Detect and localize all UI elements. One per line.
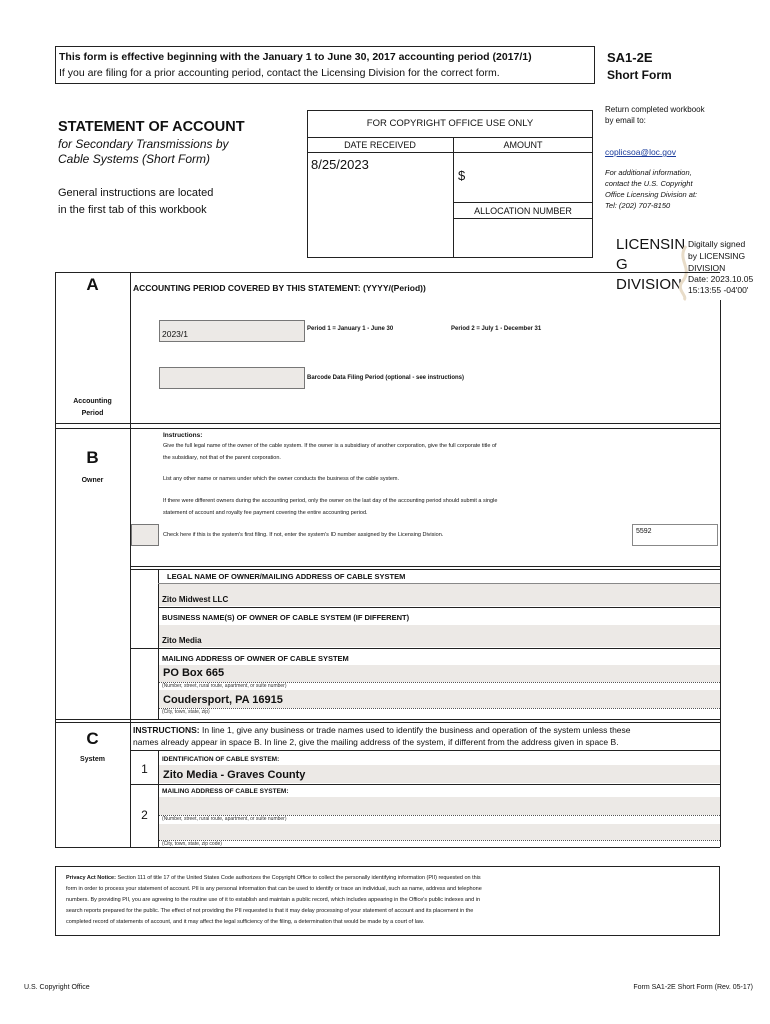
- signature-detail-line2: by LICENSING: [688, 251, 746, 261]
- legal-name-input[interactable]: [159, 584, 720, 606]
- system-mailing-caption2: (City, town, state, zip code): [162, 841, 222, 847]
- contact-info-line4: Tel: (202) 707-8150: [605, 201, 671, 210]
- section-b-instruction-2: the subsidiary, not that of the parent corporation.: [163, 455, 281, 461]
- legal-name-value: Zito Midwest LLC: [162, 595, 229, 604]
- signature-detail-line5: 15:13:55 -04'00': [688, 285, 749, 295]
- business-name-label: BUSINESS NAME(S) OF OWNER OF CABLE SYSTEM (IF DIFFERENT): [162, 613, 410, 622]
- period1-note: Period 1 = January 1 - June 30: [307, 326, 394, 332]
- system-identification-value: Zito Media - Graves County: [163, 769, 306, 781]
- system-mailing-caption1: (Number, street, rural route, apartment, or suite number): [162, 816, 287, 822]
- system-mailing-line2-input[interactable]: [159, 824, 720, 840]
- system-line-1-number: 1: [141, 762, 148, 776]
- first-filing-text: Check here if this is the system's first filing. If not, enter the system's ID number assigned by the Licensing Division.: [163, 532, 444, 538]
- page-title: STATEMENT OF ACCOUNT: [58, 119, 245, 135]
- section-b-instruction-4: If there were different owners during the accounting period, only the owner on the last day of the accounting period should submit a single: [163, 498, 498, 504]
- effective-notice-line1: This form is effective beginning with the January 1 to June 30, 2017 accounting period (2017/1): [59, 51, 532, 63]
- date-received-value[interactable]: 8/25/2023: [311, 157, 369, 172]
- system-mailing-label: MAILING ADDRESS OF CABLE SYSTEM:: [162, 788, 289, 795]
- effective-notice-line2: If you are filing for a prior accounting period, contact the Licensing Division for the correct form.: [59, 67, 500, 79]
- business-name-input[interactable]: [159, 625, 720, 647]
- signature-detail-line3: DIVISION: [688, 263, 726, 273]
- allocation-number-label: ALLOCATION NUMBER: [474, 206, 572, 216]
- form-code: SA1-2E: [607, 50, 653, 65]
- return-info-line1: Return completed workbook: [605, 105, 705, 114]
- amount-label: AMOUNT: [503, 140, 543, 150]
- contact-info-line1: For additional information,: [605, 168, 692, 177]
- mailing-address-caption2: (City, town, state, zip): [162, 709, 210, 715]
- privacy-notice-line1: [66, 875, 481, 881]
- barcode-period-label: Barcode Data Filing Period (optional - see instructions): [307, 375, 465, 381]
- system-id-value: 5592: [636, 528, 652, 535]
- footer-right: Form SA1-2E Short Form (Rev. 05-17): [633, 984, 753, 991]
- page-subtitle-line2: Cable Systems (Short Form): [58, 152, 211, 166]
- mailing-address-line1-value: PO Box 665: [163, 667, 225, 679]
- mailing-address-line2-value: Coudersport, PA 16915: [163, 694, 283, 706]
- signature-name-line3: DIVISION: [616, 276, 682, 293]
- period2-note: Period 2 = July 1 - December 31: [451, 326, 542, 332]
- privacy-notice-line2: form in order to process your statement of account. PII is any personal information that can be used to identify or trace an individual, such as name, address and telephone: [66, 886, 482, 892]
- contact-info-line2: contact the U.S. Copyright: [605, 179, 693, 188]
- section-a-letter: A: [86, 275, 99, 294]
- footer-left: U.S. Copyright Office: [24, 984, 90, 991]
- mailing-address-label: MAILING ADDRESS OF OWNER OF CABLE SYSTEM: [162, 654, 349, 663]
- office-use-header: FOR COPYRIGHT OFFICE USE ONLY: [366, 118, 534, 129]
- section-b-instruction-1: Give the full legal name of the owner of the cable system. If the owner is a subsidiary of another corporation, give the full corporate title of: [163, 443, 497, 449]
- system-line-2-number: 2: [141, 808, 148, 822]
- section-a-name-line1: Accounting: [73, 398, 112, 405]
- privacy-notice-line5: completed record of statements of account, and it may affect the legal sufficiency of the filing, a determination that would be made by a court of law.: [66, 919, 425, 925]
- section-c-letter: C: [86, 729, 99, 748]
- section-a-name-line2: Period: [81, 410, 104, 417]
- first-filing-checkbox[interactable]: [131, 524, 159, 546]
- section-b-letter: B: [86, 448, 99, 467]
- section-b-instructions-label: Instructions:: [163, 432, 203, 439]
- signature-detail-line1: Digitally signed: [688, 239, 746, 249]
- form-type: Short Form: [607, 68, 672, 82]
- section-a-heading: ACCOUNTING PERIOD COVERED BY THIS STATEMENT: (YYYY/(Period)): [133, 283, 426, 293]
- signature-name-line1: LICENSIN: [616, 236, 686, 253]
- business-name-value: Zito Media: [162, 636, 202, 645]
- mailing-address-caption1: (Number, street, rural route, apartment, or suite number): [162, 683, 287, 689]
- section-b-instruction-5: statement of account and royalty fee payment covering the entire accounting period.: [163, 510, 368, 516]
- return-email-link[interactable]: coplicsoa@loc.gov: [605, 147, 676, 157]
- section-c-instructions-label: INSTRUCTIONS:: [133, 725, 200, 735]
- office-use-box: [307, 110, 593, 258]
- section-b-instruction-3: List any other name or names under which the owner conducts the business of the cable system.: [163, 476, 400, 482]
- barcode-period-input[interactable]: [159, 367, 305, 389]
- amount-value[interactable]: $: [458, 168, 466, 183]
- system-mailing-line1-input[interactable]: [159, 797, 720, 815]
- privacy-notice-line4: search reports prepared for the public. The effect of not providing the PII requested is that it may delay processing of your statement of account and its placement in the: [66, 908, 474, 914]
- privacy-notice-text1: Section 111 of title 17 of the United States Code authorizes the Copyright Office to collect the personally identifying information (PII) requested on this: [115, 875, 481, 881]
- page-subtitle-line1: for Secondary Transmissions by: [58, 137, 229, 151]
- privacy-notice-label: Privacy Act Notice:: [66, 875, 116, 881]
- general-instructions-line1: General instructions are located: [58, 187, 214, 199]
- signature-name-line2: G: [616, 256, 628, 273]
- legal-name-label: LEGAL NAME OF OWNER/MAILING ADDRESS OF CABLE SYSTEM: [167, 572, 406, 581]
- accounting-period-value: 2023/1: [162, 329, 188, 339]
- section-b-name: Owner: [81, 477, 104, 484]
- return-info-line2: by email to:: [605, 116, 646, 125]
- section-c-instructions-text: In line 1, give any business or trade names used to identify the business and operation of the system unless these: [199, 725, 631, 735]
- section-c-name: System: [80, 756, 105, 763]
- general-instructions-line2: in the first tab of this workbook: [58, 204, 207, 216]
- privacy-notice-line3: numbers. By providing PII, you are agreeing to the routine use of it to establish and maintain a public record, which includes appearing in the Office's public indexes and in: [66, 897, 480, 903]
- contact-info-line3: Office Licensing Division at:: [605, 190, 698, 199]
- section-c-instructions-line1: [133, 725, 631, 735]
- mailing-address-line1-input[interactable]: [159, 665, 720, 682]
- signature-detail-line4: Date: 2023.10.05: [688, 274, 754, 284]
- date-received-label: DATE RECEIVED: [344, 140, 416, 150]
- section-c-instructions-line2: names already appear in space B. In line 2, give the mailing address of the system, if different from the address given in space B.: [133, 737, 619, 747]
- system-identification-label: IDENTIFICATION OF CABLE SYSTEM:: [162, 756, 280, 763]
